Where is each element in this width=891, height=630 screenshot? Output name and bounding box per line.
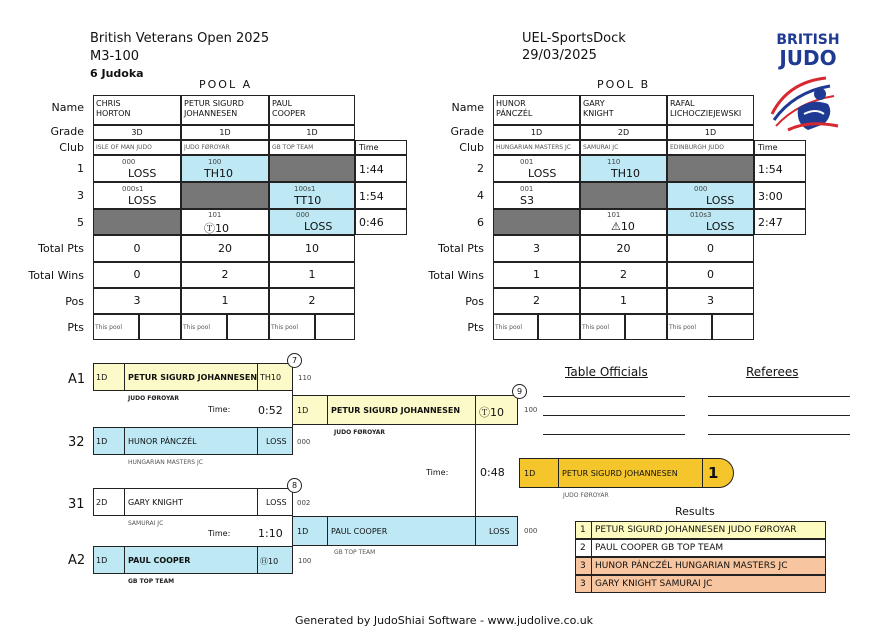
name-line: LICHOCZIEJEWSKI [670,109,742,118]
this-pool-text: This pool [495,324,522,331]
score-text: S3 [520,194,534,207]
club-value: GB TOP TEAM [128,578,175,585]
match-time: 1:10 [258,527,283,540]
pool-b-p1-pos [493,288,580,314]
grade-value: 2D [96,498,108,507]
player-name: PETUR SIGURD JOHANNESEN [331,406,461,415]
name-line: CHRIS [96,99,121,108]
pool-b-row-3-num: 6 [477,216,484,229]
referees-heading: Referees [746,365,799,379]
player-name: PETUR SIGURD JOHANNESEN [128,373,258,382]
score-text: Ⓣ10 [479,406,504,419]
pool-b-time-header [754,140,806,155]
name-line: HUNOR [496,99,526,108]
british-judo-logo [768,32,848,142]
pool-b-r2-c1 [493,182,580,209]
pool-b-p2-pts-cell [625,314,667,340]
club-value: SAMURAI JC [583,144,619,151]
pool-b-p3-pos [667,288,754,314]
pool-a-player-2-club [181,140,269,155]
pool-a-r3-c2 [181,209,269,235]
pool-b-p2-this-pool [580,314,625,340]
this-pool-text: This pool [669,324,696,331]
bracket-m4-player [93,546,293,574]
this-pool-text: This pool [95,324,122,331]
pool-b-p3-this-pool [667,314,712,340]
match-number-9: 9 [512,384,527,399]
time-value: 0:46 [359,216,384,229]
score-text: LOSS [489,527,510,536]
bracket-slot-a1-label: A1 [68,372,86,387]
bracket-m1-player [93,363,293,391]
name-line: JOHANNESEN [184,109,238,118]
time-header-text: Time [758,143,778,152]
results-heading: Results [675,505,715,518]
name-line: PETUR SIGURD [184,99,244,108]
name-line: KNIGHT [583,109,614,118]
result-row-1 [575,521,826,539]
pool-a-player-2-name [181,95,269,125]
name-line: PÁNCZÉL [496,109,533,118]
total-wins-value: 0 [133,268,141,281]
score-code: 100 [298,557,312,565]
score-text: Ⓣ10 [204,222,229,235]
pool-b-r1-c2 [580,155,667,182]
result-place: 1 [580,525,586,535]
pool-b-player-1-club [493,140,580,155]
pool-a-r2-c1 [93,182,181,209]
bracket-slot-31-label: 31 [68,497,85,512]
score-code: 002 [297,499,311,507]
score-code: 000s1 [122,185,144,193]
pool-b-player-1-grade [493,125,580,140]
score-text: LOSS [706,194,735,207]
club-value: JUDO FØROYAR [184,144,230,151]
pool-b-r2-c2 [580,182,667,209]
score-text: TH10 [611,167,640,180]
pool-a-r2-c2 [181,182,269,209]
footer-credit: Generated by JudoShiai Software - www.judolive.co.uk [295,614,594,627]
pool-b-player-3-grade [667,125,754,140]
pool-b-row-2-num: 4 [477,189,484,202]
grade-value: 2D [617,128,630,137]
grade-value: 3D [131,128,143,137]
this-pool-text: This pool [582,324,609,331]
pool-a-r1-c1 [93,155,181,182]
score-text: ⚠10 [611,220,635,233]
score-code: 100s1 [294,185,316,193]
pool-b-total-pts-label: Total Pts [438,242,484,255]
pool-b-r3-c2 [580,209,667,235]
score-code: 101 [208,211,222,219]
score-code: 001 [520,158,534,166]
pool-a-total-pts-label: Total Pts [38,242,84,255]
pool-a-r1-time [355,155,407,182]
pool-b-p1-pts-cell [538,314,580,340]
club-value: GB TOP TEAM [334,549,376,556]
grade-value: 1D [219,128,231,137]
score-code: 000 [297,438,311,446]
pool-a-r1-c2 [181,155,269,182]
time-header-text: Time [359,143,379,152]
pool-a-p3-pos [269,288,355,314]
time-label: Time: [208,529,231,538]
pos-value: 2 [308,294,316,307]
result-text: GARY KNIGHT SAMURAI JC [595,579,713,589]
pool-a-player-3-club [269,140,355,155]
pool-a-club-label: Club [59,141,84,154]
score-text: LOSS [266,437,287,446]
club-value: GB TOP TEAM [272,144,314,151]
player-name: HUNOR PÁNCZÉL [128,437,197,446]
total-wins-value: 1 [308,268,316,281]
total-pts-value: 20 [616,242,631,255]
bracket-f1-player [292,395,518,425]
pool-b-total-wins-label: Total Wins [428,269,484,282]
pool-a-p3-total-pts [269,235,355,262]
grade-value: 1D [297,406,309,415]
bracket-slot-a2-label: A2 [68,553,86,568]
pool-b-p3-pts-cell [712,314,754,340]
score-code: 101 [607,211,621,219]
pool-a-p1-total-wins [93,262,181,288]
score-code: 000 [296,211,310,219]
grade-value: 1D [96,556,108,565]
grade-value: 1D [530,128,543,137]
club-value: JUDO FØROYAR [563,492,609,499]
name-line: GARY [583,99,605,108]
score-code: 100 [524,406,538,414]
pool-a-p3-total-wins [269,262,355,288]
pos-value: 3 [707,294,714,307]
pool-a-player-1-grade [93,125,181,140]
pool-a-p2-this-pool [181,314,227,340]
pool-a-player-1-club [93,140,181,155]
time-label: Time: [426,468,449,477]
total-wins-value: 1 [533,268,540,281]
pool-a-r2-time [355,182,407,209]
total-wins-value: 0 [707,268,714,281]
total-wins-value: 2 [221,268,229,281]
pool-b-r3-c1 [493,209,580,235]
total-pts-value: 20 [218,242,232,255]
pool-a-time-header [355,140,407,155]
player-name: PETUR SIGURD JOHANNESEN [562,469,678,478]
player-name: PAUL COOPER [331,527,388,536]
pos-value: 2 [533,294,540,307]
pool-b-r2-c3 [667,182,754,209]
pool-a-row-1-num: 1 [77,162,84,175]
result-place: 3 [580,561,586,571]
pool-b-r1-c3 [667,155,754,182]
score-text: LOSS [304,220,333,233]
pool-b-pos-label: Pos [465,295,484,308]
pool-a-title: POOL A [199,78,253,91]
pool-b-club-label: Club [459,141,484,154]
pool-a-pts-label: Pts [67,321,84,334]
pool-a-p1-this-pool [93,314,139,340]
pool-b-p2-total-wins [580,262,667,288]
result-text: PETUR SIGURD JOHANNESEN JUDO FØROYAR [595,525,797,535]
tournament-title: British Veterans Open 2025 [90,31,270,46]
pool-b-player-2-club [580,140,667,155]
total-pts-value: 0 [133,242,141,255]
pool-a-p2-pts-cell [227,314,269,340]
judoka-count: 6 Judoka [90,67,144,80]
score-code: 000 [524,527,538,535]
time-label: Time: [208,405,231,414]
name-line: PAUL [272,99,293,108]
pool-a-p2-total-wins [181,262,269,288]
pool-a-total-wins-label: Total Wins [28,269,84,282]
score-text: TH10 [260,373,282,382]
pool-b-row-1-num: 2 [477,162,484,175]
result-row-3 [575,557,826,575]
player-name: PAUL COOPER [128,556,191,565]
pool-b-name-label: Name [451,101,484,114]
score-text: LOSS [266,498,287,507]
pool-a-p3-pts-cell [315,314,355,340]
pool-a-player-1-name [93,95,181,125]
pool-a-pos-label: Pos [65,295,84,308]
score-code: 010s3 [690,211,712,219]
result-text: HUNOR PÁNCZÉL HUNGARIAN MASTERS JC [595,561,788,571]
score-code: 110 [298,374,312,382]
pool-a-r3-c1 [93,209,181,235]
grade-value: 1D [96,373,108,382]
pool-b-p2-total-pts [580,235,667,262]
pool-b-title: POOL B [597,78,651,91]
grade-value: 1D [524,469,536,478]
pool-a-r3-c3 [269,209,355,235]
logo-text-british: BRITISH [776,32,840,48]
pool-b-player-3-club [667,140,754,155]
pool-a-row-2-num: 3 [77,189,84,202]
player-name: GARY KNIGHT [128,498,183,507]
bracket-f2-player [292,516,518,546]
match-number-8: 8 [287,478,302,493]
club-value: JUDO FØROYAR [334,429,386,436]
grade-value: 1D [306,128,318,137]
result-text: PAUL COOPER GB TOP TEAM [595,543,724,553]
result-place: 2 [580,543,586,553]
pool-b-r3-c3 [667,209,754,235]
pool-a-player-3-name [269,95,355,125]
pool-a-r3-time [355,209,407,235]
result-row-4 [575,575,826,593]
pool-a-r2-c3 [269,182,355,209]
pool-b-r2-time [754,182,806,209]
pool-b-r1-c1 [493,155,580,182]
score-text: TH10 [204,167,233,180]
pool-b-p1-this-pool [493,314,538,340]
match-time: 0:52 [258,404,283,417]
score-text: LOSS [528,167,557,180]
score-code: 100 [208,158,222,166]
score-code: 001 [520,185,534,193]
score-code: 110 [607,158,621,166]
pool-b-p3-total-pts [667,235,754,262]
this-pool-text: This pool [183,324,210,331]
pool-a-grade-label: Grade [50,125,84,138]
club-value: EDINBURGH JUDO [670,144,724,151]
score-text: TT10 [294,194,322,207]
this-pool-text: This pool [271,324,298,331]
club-value: HUNGARIAN MASTERS JC [496,144,571,151]
pool-a-p1-pts-cell [139,314,181,340]
time-value: 1:54 [359,190,384,203]
table-officials-heading: Table Officials [565,365,648,379]
pool-b-player-2-name [580,95,667,125]
pos-value: 1 [620,294,627,307]
match-number-7: 7 [287,353,302,368]
judoka-emblem-icon [768,68,848,140]
category-label: M3-100 [90,49,139,64]
score-code: 000 [122,158,136,166]
bracket-slot-32-label: 32 [68,435,85,450]
time-value: 1:44 [359,163,384,176]
grade-value: 1D [704,128,717,137]
pos-value: 3 [133,294,141,307]
pool-a-r1-c3 [269,155,355,182]
pool-b-pts-label: Pts [467,321,484,334]
pool-b-p1-total-wins [493,262,580,288]
bracket-m2-player [93,427,293,455]
pool-b-grade-label: Grade [450,125,484,138]
winner-place: 1 [708,464,719,482]
total-pts-value: 10 [305,242,319,255]
pool-a-p3-this-pool [269,314,315,340]
name-line: HORTON [96,109,131,118]
grade-value: 1D [297,527,309,536]
time-value: 3:00 [758,190,783,203]
match-time: 0:48 [480,466,505,479]
date-label: 29/03/2025 [522,48,597,63]
club-value: HUNGARIAN MASTERS JC [128,459,203,466]
result-row-2 [575,539,826,557]
pool-a-player-2-grade [181,125,269,140]
time-value: 1:54 [758,163,783,176]
grade-value: 1D [96,437,108,446]
total-wins-value: 2 [620,268,627,281]
pool-b-p3-total-wins [667,262,754,288]
logo-text-judo: JUDO [779,46,837,70]
pool-b-p1-total-pts [493,235,580,262]
total-pts-value: 0 [707,242,714,255]
score-code: 000 [694,185,708,193]
score-text: Ⓗ10 [260,557,279,566]
pool-a-p2-total-pts [181,235,269,262]
name-line: COOPER [272,109,306,118]
result-place: 3 [580,579,586,589]
pool-a-row-3-num: 5 [77,216,84,229]
pool-a-p1-pos [93,288,181,314]
club-value: ISLE OF MAN JUDO [96,144,152,151]
time-value: 2:47 [758,216,783,229]
club-value: JUDO FØROYAR [128,395,180,402]
bracket-winner [519,458,734,488]
pos-value: 1 [221,294,229,307]
bracket-m3-player [93,488,293,516]
pool-b-r3-time [754,209,806,235]
venue-label: UEL-SportsDock [522,31,626,46]
pool-b-player-2-grade [580,125,667,140]
pool-a-player-3-grade [269,125,355,140]
pool-b-player-3-name [667,95,754,125]
total-pts-value: 3 [533,242,540,255]
pool-b-r1-time [754,155,806,182]
pool-a-p1-total-pts [93,235,181,262]
pool-b-player-1-name [493,95,580,125]
pool-a-name-label: Name [51,101,84,114]
club-value: SAMURAI JC [128,520,164,527]
pool-a-p2-pos [181,288,269,314]
score-text: LOSS [706,220,735,233]
name-line: RAFAL [670,99,695,108]
pool-b-p2-pos [580,288,667,314]
score-text: LOSS [128,194,157,207]
score-text: LOSS [128,167,157,180]
